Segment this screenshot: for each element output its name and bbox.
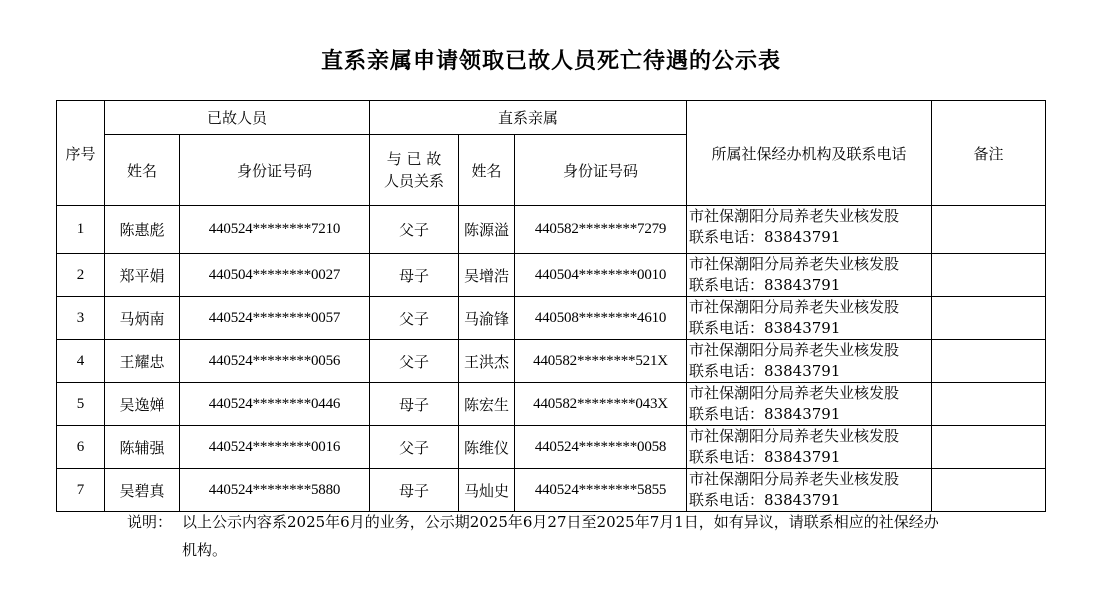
org-cell	[687, 469, 932, 512]
seq-cell: 7	[57, 469, 105, 512]
org-cell	[687, 383, 932, 426]
org-cell	[687, 297, 932, 340]
org-phone: 联系电话：83843791	[689, 448, 841, 466]
id-number-cell: 440524********0056	[180, 340, 370, 383]
seq-cell: 5	[57, 383, 105, 426]
rel-name-cell: 王洪杰	[459, 340, 515, 383]
org-cell	[687, 254, 932, 297]
rel-id-number-cell: 440504********0010	[515, 254, 687, 297]
name-cell: 吴碧真	[105, 469, 180, 512]
org-phone: 联系电话：83843791	[689, 228, 841, 246]
table-row	[57, 426, 1046, 469]
note-text: 以上公示内容系2025年6月的业务，公示期2025年6月27日至2025年7月1日，如有异议，请联系相应的社保经办机构。	[182, 513, 939, 559]
name-cell: 陈惠彪	[105, 206, 180, 254]
table-row	[57, 297, 1046, 340]
id-number-cell: 440524********5880	[180, 469, 370, 512]
relation-cell: 母子	[370, 254, 459, 297]
name-cell: 陈辅强	[105, 426, 180, 469]
relation-cell: 父子	[370, 340, 459, 383]
header-remark: 备注	[932, 101, 1046, 206]
id-number-cell: 440524********7210	[180, 206, 370, 254]
name-cell: 马炳南	[105, 297, 180, 340]
seq-cell: 2	[57, 254, 105, 297]
header-relatives: 直系亲属	[370, 101, 687, 135]
seq-cell: 6	[57, 426, 105, 469]
table-row	[57, 340, 1046, 383]
seq-cell: 3	[57, 297, 105, 340]
remark-cell	[932, 206, 1046, 254]
rel-id-number-cell: 440524********5855	[515, 469, 687, 512]
org-name: 市社保潮阳分局养老失业核发股	[689, 470, 900, 488]
header-rel-id-number: 身份证号码	[515, 135, 687, 206]
rel-name-cell: 马灿史	[459, 469, 515, 512]
org-phone: 联系电话：83843791	[689, 405, 841, 423]
remark-cell	[932, 469, 1046, 512]
relation-cell: 父子	[370, 297, 459, 340]
header-seq: 序号	[57, 101, 105, 206]
id-number-cell: 440524********0446	[180, 383, 370, 426]
header-org: 所属社保经办机构及联系电话	[687, 101, 932, 206]
name-cell: 吴逸婵	[105, 383, 180, 426]
header-rel-name: 姓名	[459, 135, 515, 206]
remark-cell	[932, 297, 1046, 340]
rel-name-cell: 马渝锋	[459, 297, 515, 340]
rel-name-cell: 吴增浩	[459, 254, 515, 297]
name-cell: 郑平娟	[105, 254, 180, 297]
org-cell	[687, 340, 932, 383]
remark-cell	[932, 426, 1046, 469]
org-name: 市社保潮阳分局养老失业核发股	[689, 298, 900, 316]
table-row	[57, 383, 1046, 426]
header-deceased: 已故人员	[105, 101, 370, 135]
id-number-cell: 440524********0016	[180, 426, 370, 469]
relation-cell: 父子	[370, 206, 459, 254]
org-name: 市社保潮阳分局养老失业核发股	[689, 341, 900, 359]
note-label: 说明：	[127, 513, 173, 531]
org-phone: 联系电话：83843791	[689, 276, 841, 294]
rel-id-number-cell: 440582********521X	[515, 340, 687, 383]
relation-cell: 母子	[370, 469, 459, 512]
id-number-cell: 440504********0027	[180, 254, 370, 297]
seq-cell: 1	[57, 206, 105, 254]
org-phone: 联系电话：83843791	[689, 319, 841, 337]
rel-name-cell: 陈宏生	[459, 383, 515, 426]
org-phone: 联系电话：83843791	[689, 362, 841, 380]
rel-id-number-cell: 440508********4610	[515, 297, 687, 340]
org-cell	[687, 206, 932, 254]
rel-id-number-cell: 440582********043X	[515, 383, 687, 426]
header-relation	[370, 135, 459, 206]
rel-name-cell: 陈维仪	[459, 426, 515, 469]
org-name: 市社保潮阳分局养老失业核发股	[689, 384, 900, 402]
id-number-cell: 440524********0057	[180, 297, 370, 340]
table-row	[57, 469, 1046, 512]
remark-cell	[932, 383, 1046, 426]
remark-cell	[932, 254, 1046, 297]
header-relation-line1: 与 已 故	[386, 150, 442, 168]
org-name: 市社保潮阳分局养老失业核发股	[689, 207, 900, 225]
org-name: 市社保潮阳分局养老失业核发股	[689, 255, 900, 273]
relation-cell: 母子	[370, 383, 459, 426]
header-name: 姓名	[105, 135, 180, 206]
table-body	[57, 206, 1046, 512]
name-cell: 王耀忠	[105, 340, 180, 383]
table-row	[57, 254, 1046, 297]
org-cell	[687, 426, 932, 469]
rel-id-number-cell: 440582********7279	[515, 206, 687, 254]
header-id-number: 身份证号码	[180, 135, 370, 206]
remark-cell	[932, 340, 1046, 383]
relation-cell: 父子	[370, 426, 459, 469]
rel-id-number-cell: 440524********0058	[515, 426, 687, 469]
page-title: 直系亲属申请领取已故人员死亡待遇的公示表	[320, 49, 781, 74]
org-name: 市社保潮阳分局养老失业核发股	[689, 427, 900, 445]
seq-cell: 4	[57, 340, 105, 383]
table-row	[57, 206, 1046, 254]
rel-name-cell: 陈源溢	[459, 206, 515, 254]
header-relation-line2: 人员关系	[384, 172, 445, 190]
org-phone: 联系电话：83843791	[689, 491, 841, 509]
public-notice-table	[56, 100, 1046, 512]
